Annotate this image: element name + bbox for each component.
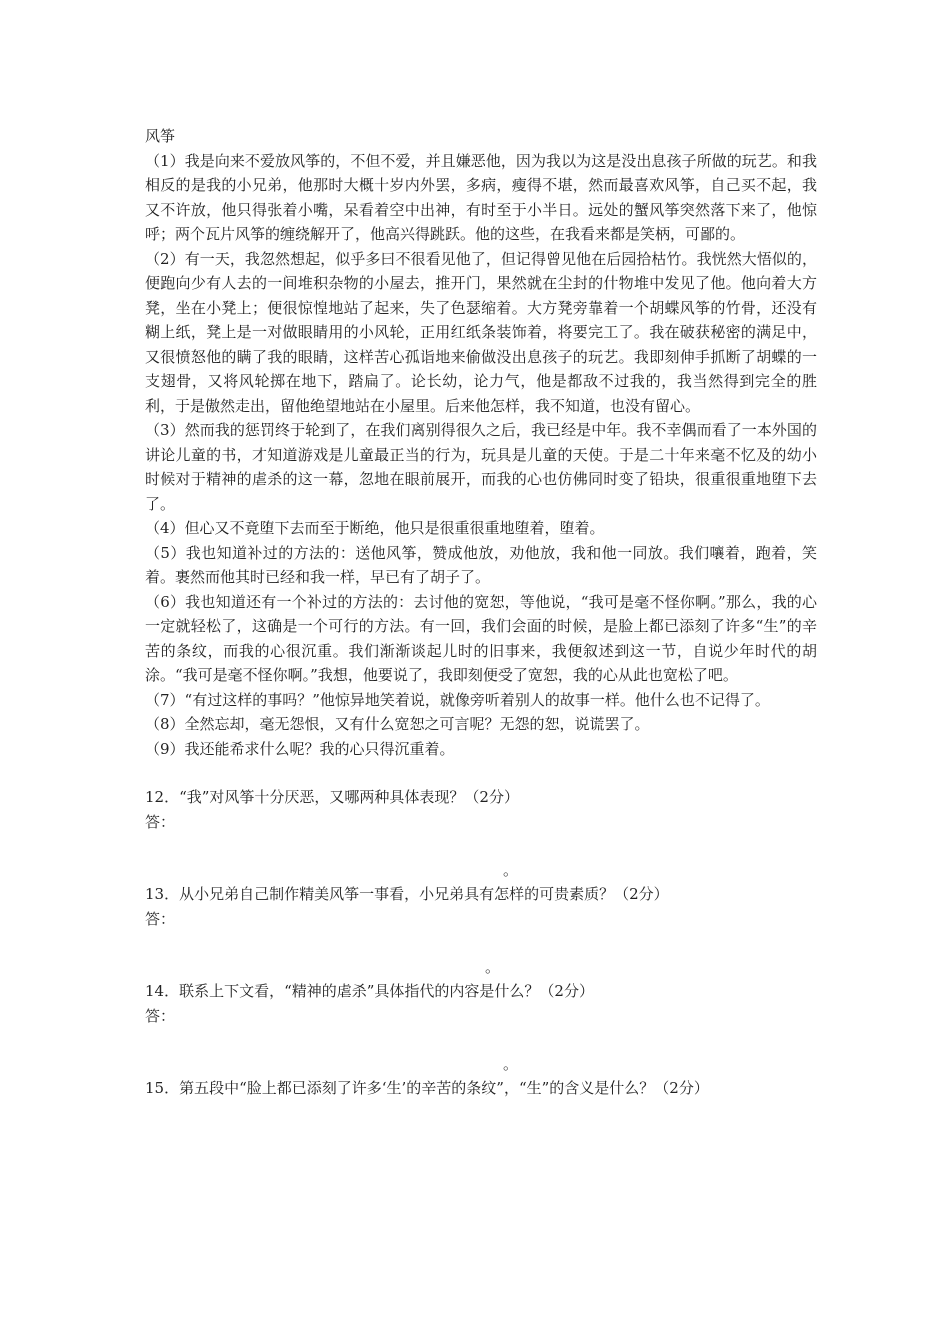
paragraph-5: （5）我也知道补过的方法的：送他风筝，赞成他放，劝他放，我和他一同放。我们嚷着，跑着，笑着。裹然而他其时已经和我一样，早已有了胡子了。 bbox=[145, 543, 817, 586]
answer-label: 答： bbox=[145, 1006, 176, 1025]
answer-blank[interactable] bbox=[145, 834, 817, 858]
question-12 bbox=[145, 785, 817, 882]
question-text: 12．“我”对风筝十分厌恶，又哪两种具体表现？（2分） bbox=[145, 788, 519, 806]
question-text: 14．联系上下文看，“精神的虐杀”具体指代的内容是什么？（2分） bbox=[145, 982, 594, 1000]
answer-end-mark: 。 bbox=[503, 861, 519, 879]
paragraph-6: （6）我也知道还有一个补过的方法的：去讨他的宽恕，等他说，“我可是毫不怪你啊。”那么，我的心一定就轻松了，这确是一个可行的方法。有一回，我们会面的时候，是脸上都已添刻了许多“生”的辛苦的条纹，而我的心很沉重。我们渐渐谈起儿时的旧事来，我便叙述到这一节，自说少年时代的胡涂。“我可是毫不怪你啊。”我想，他要说了，我即刻便受了宽恕，我的心从此也宽松了吧。 bbox=[145, 592, 817, 684]
question-14 bbox=[145, 979, 817, 1076]
question-text: 15．第五段中“脸上都已添刻了许多‘生’的辛苦的条纹”，“生”的含义是什么？（2分） bbox=[145, 1079, 709, 1097]
question-15 bbox=[145, 1076, 817, 1101]
document-page bbox=[145, 124, 817, 1101]
paragraph-2: （2）有一天，我忽然想起，似乎多曰不很看见他了，但记得曾见他在后园拾枯竹。我恍然大悟似的，便跑向少有人去的一间堆积杂物的小屋去，推开门，果然就在尘封的什物堆中发见了他。他向着大方凳，坐在小凳上；便很惊惶地站了起来，失了色瑟缩着。大方凳旁靠着一个胡蝶风筝的竹骨，还没有糊上纸，凳上是一对做眼睛用的小风轮，正用红纸条装饰着，将要完工了。我在破获秘密的满足中，又很愤怒他的瞒了我的眼睛，这样苦心孤诣地来偷做没出息孩子的玩艺。我即刻伸手抓断了胡蝶的一支翅骨，又将风轮掷在地下，踏扁了。论长幼，论力气，他是都敌不过我的，我当然得到完全的胜利，于是傲然走出，留他绝望地站在小屋里。后来他怎样，我不知道，也没有留心。 bbox=[145, 249, 817, 415]
answer-label: 答： bbox=[145, 812, 176, 831]
paragraph-8: （8）全然忘却，毫无怨恨，又有什么宽恕之可言呢？无怨的恕，说谎罢了。 bbox=[145, 715, 650, 733]
section-gap bbox=[145, 761, 817, 785]
answer-end-mark: 。 bbox=[503, 1055, 519, 1073]
article-title: 风筝 bbox=[145, 127, 176, 145]
paragraph-9: （9）我还能希求什么呢？我的心只得沉重着。 bbox=[145, 739, 455, 758]
question-13 bbox=[145, 882, 817, 979]
answer-blank[interactable] bbox=[145, 1028, 817, 1052]
paragraph-7: （7）“有过这样的事吗？”他惊异地笑着说，就像旁听着别人的故事一样。他什么也不记得了。 bbox=[145, 690, 770, 709]
question-text: 13．从小兄弟自己制作精美风筝一事看，小兄弟具有怎样的可贵素质？（2分） bbox=[145, 885, 669, 903]
answer-label: 答： bbox=[145, 909, 176, 928]
paragraph-1: （1）我是向来不爱放风筝的，不但不爱，并且嫌恶他，因为我以为这是没出息孩子所做的玩艺。和我相反的是我的小兄弟，他那时大概十岁内外罢，多病，瘦得不堪，然而最喜欢风筝，自己买不起，我又不许放，他只得张着小嘴，呆看着空中出神，有时至于小半日。远处的蟹风筝突然落下来了，他惊呼；两个瓦片风筝的缠绕解开了，他高兴得跳跃。他的这些，在我看来都是笑柄，可鄙的。 bbox=[145, 151, 817, 243]
paragraph-4: （4）但心又不竟堕下去而至于断绝，他只是很重很重地堕着，堕着。 bbox=[145, 519, 605, 537]
paragraph-3: （3）然而我的惩罚终于轮到了，在我们离别得很久之后，我已经是中年。我不幸偶而看了一本外国的讲论儿童的书，才知道游戏是儿童最正当的行为，玩具是儿童的天使。于是二十年来毫不忆及的幼小时候对于精神的虐杀的这一幕，忽地在眼前展开，而我的心也仿佛同时变了铅块，很重很重地堕下去了。 bbox=[145, 421, 817, 513]
answer-blank[interactable] bbox=[145, 931, 817, 955]
answer-end-mark: 。 bbox=[485, 958, 501, 976]
